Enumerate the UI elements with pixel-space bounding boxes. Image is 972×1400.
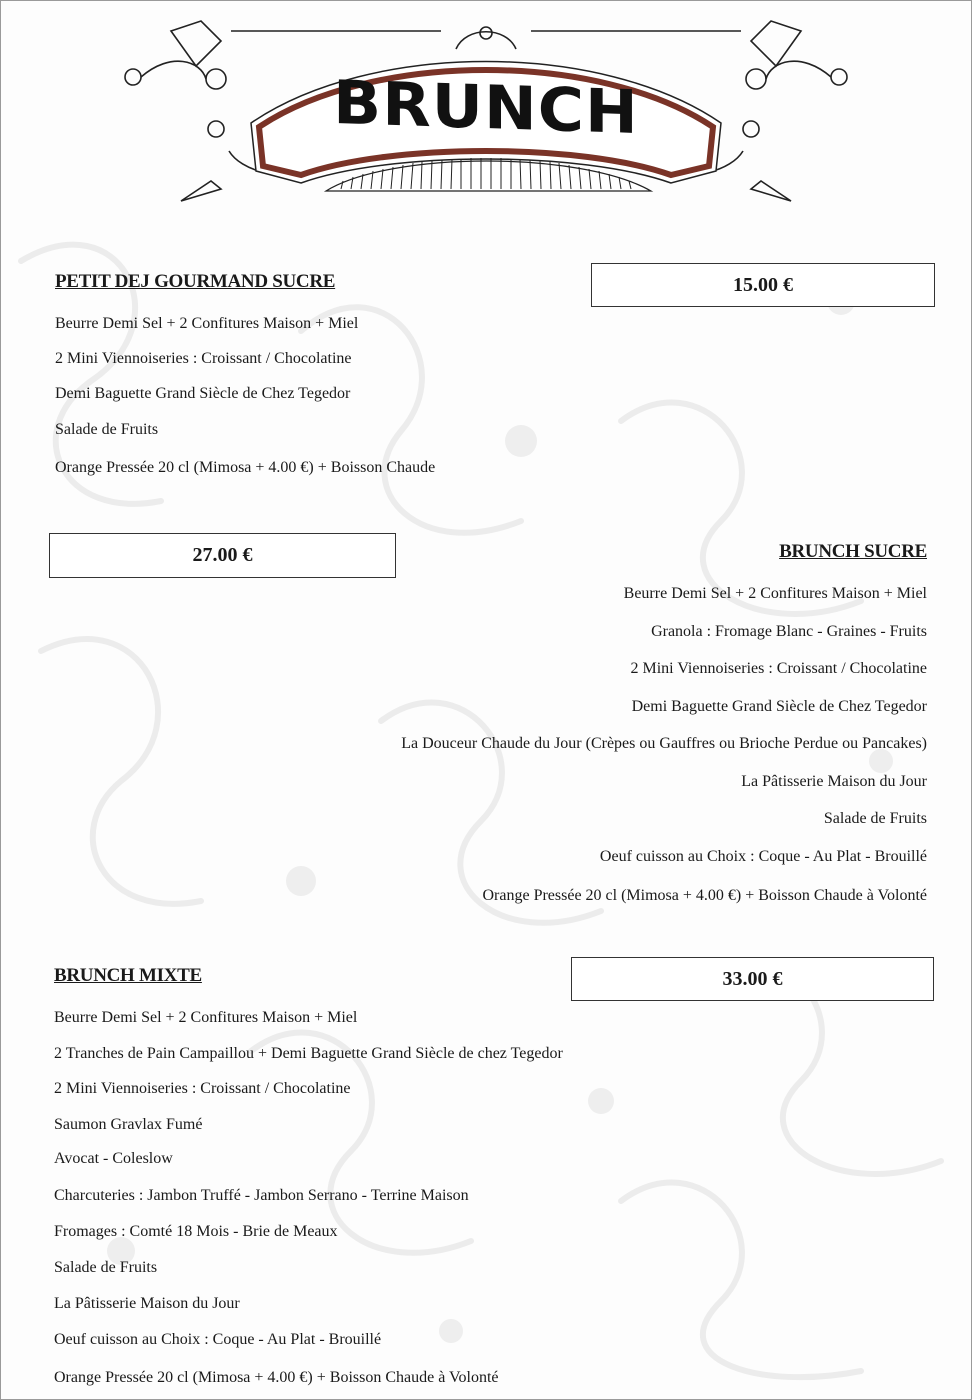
menu-item: 2 Mini Viennoiseries : Croissant / Chocolatine [630, 660, 927, 677]
section-title-petit-dej: PETIT DEJ GOURMAND SUCRE [55, 271, 336, 292]
menu-item: La Pâtisserie Maison du Jour [741, 773, 927, 790]
menu-item: La Pâtisserie Maison du Jour [54, 1295, 240, 1312]
price-box-brunch-sucre: 27.00 € [49, 533, 396, 578]
brunch-banner [111, 11, 861, 226]
menu-item: Saumon Gravlax Fumé [54, 1116, 203, 1133]
menu-item: Beurre Demi Sel + 2 Confitures Maison + Miel [55, 315, 359, 332]
menu-item: 2 Mini Viennoiseries : Croissant / Chocolatine [55, 350, 352, 367]
menu-item: Orange Pressée 20 cl (Mimosa + 4.00 €) + Boisson Chaude à Volonté [54, 1369, 499, 1386]
section-title-brunch-mixte: BRUNCH MIXTE [54, 965, 202, 986]
menu-item: Demi Baguette Grand Siècle de Chez Tegedor [55, 385, 351, 402]
menu-item: Beurre Demi Sel + 2 Confitures Maison + Miel [623, 585, 927, 602]
price-box-petit-dej: 15.00 € [591, 263, 935, 307]
menu-item: Salade de Fruits [55, 421, 159, 438]
menu-item: Salade de Fruits [54, 1259, 158, 1276]
banner-title: BRUNCH [333, 67, 639, 149]
price-box-brunch-mixte: 33.00 € [571, 957, 934, 1001]
section-title-brunch-sucre: BRUNCH SUCRE [779, 541, 927, 562]
menu-item: Orange Pressée 20 cl (Mimosa + 4.00 €) + Boisson Chaude [55, 459, 436, 476]
menu-item: Fromages : Comté 18 Mois - Brie de Meaux [54, 1223, 338, 1240]
menu-item: Oeuf cuisson au Choix : Coque - Au Plat - Brouillé [54, 1331, 382, 1348]
menu-item: Beurre Demi Sel + 2 Confitures Maison + Miel [54, 1009, 358, 1026]
menu-item: La Douceur Chaude du Jour (Crèpes ou Gauffres ou Brioche Perdue ou Pancakes) [401, 735, 927, 752]
menu-item: Oeuf cuisson au Choix : Coque - Au Plat - Brouillé [599, 848, 927, 865]
menu-item: Avocat - Coleslow [54, 1150, 173, 1167]
menu-item: Salade de Fruits [823, 810, 927, 827]
menu-item: Granola : Fromage Blanc - Graines - Fruits [651, 623, 927, 640]
menu-item: Demi Baguette Grand Siècle de Chez Tegedor [631, 698, 927, 715]
menu-item: Orange Pressée 20 cl (Mimosa + 4.00 €) + Boisson Chaude à Volonté [482, 887, 927, 904]
menu-item: 2 Mini Viennoiseries : Croissant / Chocolatine [54, 1080, 351, 1097]
menu-item: Charcuteries : Jambon Truffé - Jambon Serrano - Terrine Maison [54, 1187, 469, 1204]
menu-item: 2 Tranches de Pain Campaillou + Demi Baguette Grand Siècle de chez Tegedor [54, 1045, 563, 1062]
